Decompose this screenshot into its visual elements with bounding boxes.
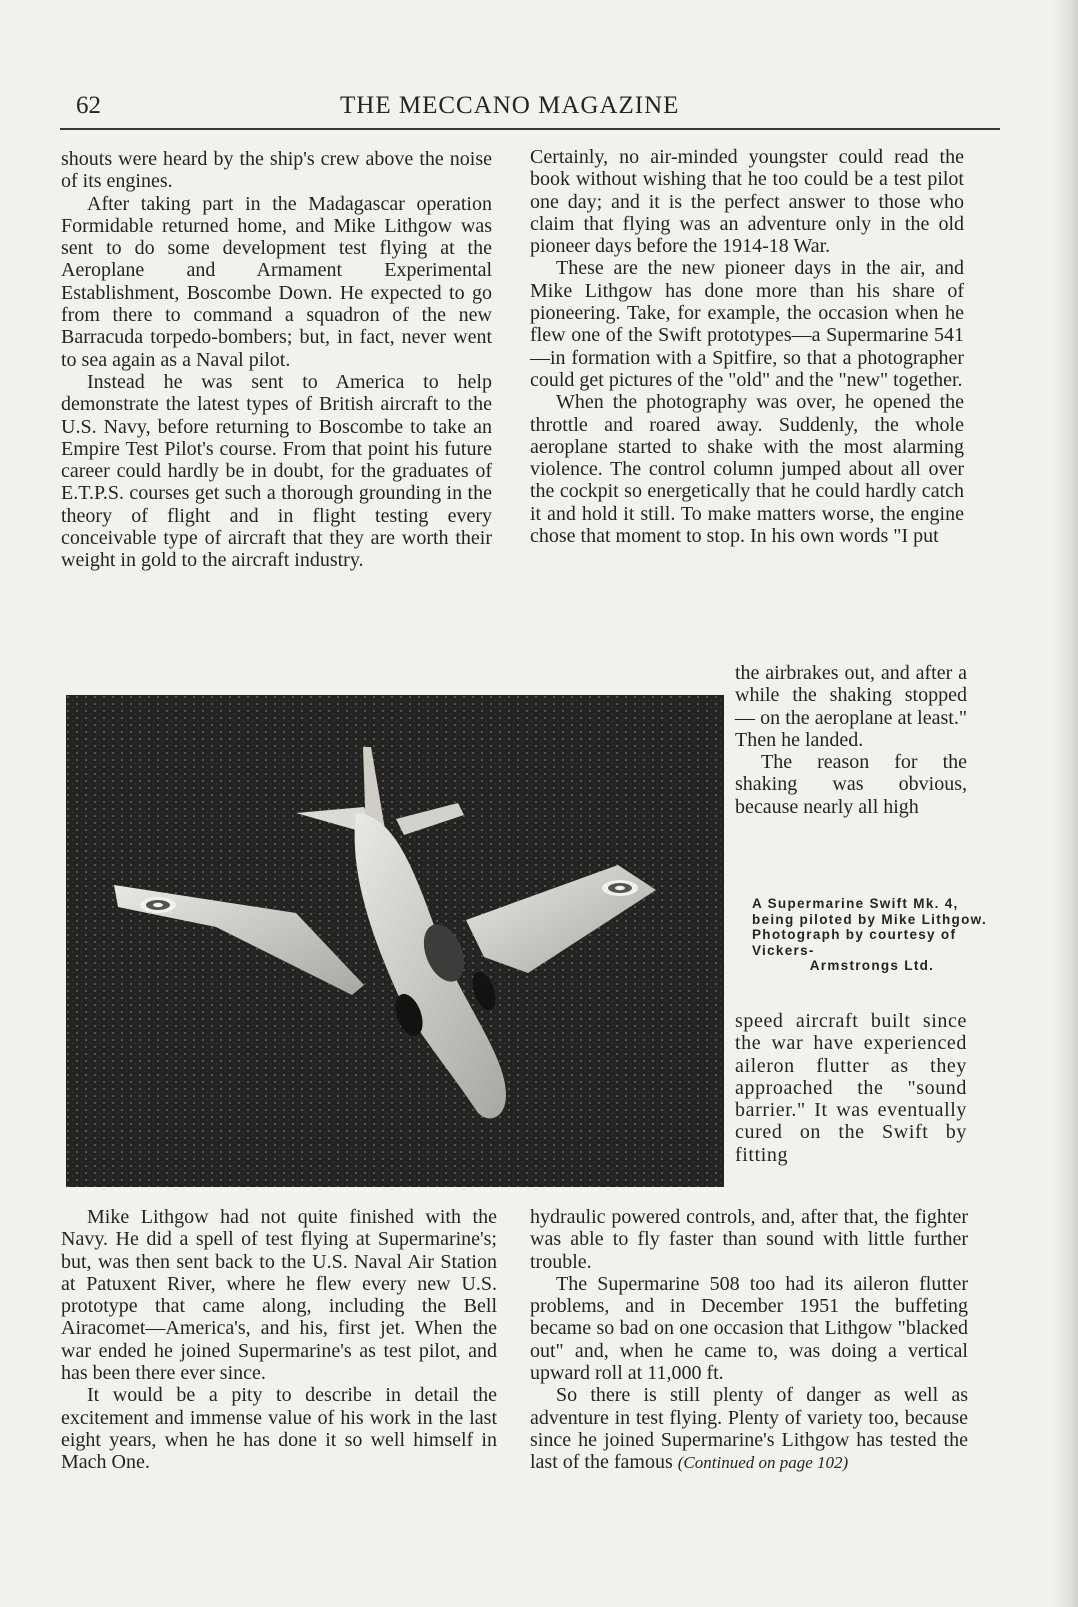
column-narrow-lower [735,1010,967,1166]
caption-text: A Supermarine Swift Mk. 4, being piloted by Mike Lithgow. Photograph by courtesy of Vickers- [752,896,987,958]
page-header [0,92,1078,132]
column-narrow-upper [735,662,967,818]
column-left-upper [61,148,492,572]
magazine-title: THE MECCANO MAGAZINE [340,92,680,119]
paragraph-text: So there is still plenty of danger as well as adventure in test flying. Plenty of variety too, because since he joined Supermarine's Lithgow has tested the last of the famous [530,1384,968,1474]
column-right-lower [530,1206,968,1475]
paragraph: hydraulic powered controls, and, after that, the fighter was able to fly faster than sound with little further trouble. [530,1206,968,1273]
caption-credit: Armstrongs Ltd. [809,958,935,973]
aircraft-photograph [66,695,724,1187]
paragraph: The Supermarine 508 too had its aileron flutter problems, and in December 1951 the buffeting became so bad on one occasion that Lithgow "blacked out" and, when he came to, was doing a vertical upward roll at 11,000 ft. [530,1272,968,1385]
photo-caption [752,896,992,974]
paragraph: Instead he was sent to America to help demonstrate the latest types of British aircraft to the U.S. Navy, before returning to Boscombe to take an Empire Test Pilot's course. From that point his future career could hardly be in doubt, for the graduates of E.T.P.S. courses get such a thorough grounding in the theory of flight and in flight testing every conceivable type of aircraft that they are worth their weight in gold to the aircraft industry. [61,370,492,572]
paragraph: Mike Lithgow had not quite finished with the Navy. He did a spell of test flying at Supermarine's; but, was then sent back to the U.S. Naval Air Station at Patuxent River, where he flew every new U.S. prototype that came along, including the Bell Airacomet—America's, and his, first jet. When the war ended he joined Supermarine's as test pilot, and has been there ever since. [61,1206,497,1385]
page-number: 62 [76,92,101,119]
paragraph [530,1384,968,1474]
paragraph: These are the new pioneer days in the air, and Mike Lithgow has done more than his share of pioneering. Take, for example, the occasion when he flew one of the Swift prototypes—a Supermarine 541—in formation with a Spitfire, so that a photographer could get pictures of the "old" and the "new" together. [530,257,964,391]
paragraph: After taking part in the Madagascar operation Formidable returned home, and Mike Lithgow was sent to do some development test flying at the Aeroplane and Armament Experimental Establishment, Boscombe Down. He expected to go from there to command a squadron of the new Barracuda torpedo-bombers; but, in fact, never went to sea again as a Naval pilot. [61,192,492,371]
paragraph: Certainly, no air-minded youngster could read the book without wishing that he too could be a test pilot one day; and it is the perfect answer to those who claim that flying was an adventure only in the old pioneer days before the 1914-18 War. [530,146,964,258]
column-left-lower [61,1206,497,1474]
paragraph: When the photography was over, he opened the throttle and roared away. Suddenly, the whole aeroplane started to shake with the most alarming violence. The control column jumped about all over the cockpit so energetically that he could hardly catch it and hold it still. To make matters worse, the engine chose that moment to stop. In his own words "I put [530,391,964,548]
paragraph: the airbrakes out, and after a while the shaking stopped — on the aeroplane at least." Then he landed. [735,662,967,751]
paragraph: shouts were heard by the ship's crew above the noise of its engines. [61,148,492,193]
continued-note: (Continued on page 102) [677,1453,849,1473]
header-rule [60,128,1000,130]
column-right-upper [530,146,964,547]
page-edge-shadow [1052,0,1078,1607]
paragraph: The reason for the shaking was obvious, because nearly all high [735,751,967,818]
paragraph: speed aircraft built since the war have experienced aileron flutter as they approached the "sound barrier." It was eventually cured on the Swift by fitting [735,1010,967,1166]
paragraph: It would be a pity to describe in detail the excitement and immense value of his work in the last eight years, when he has done it so well himself in Mach One. [61,1384,497,1474]
